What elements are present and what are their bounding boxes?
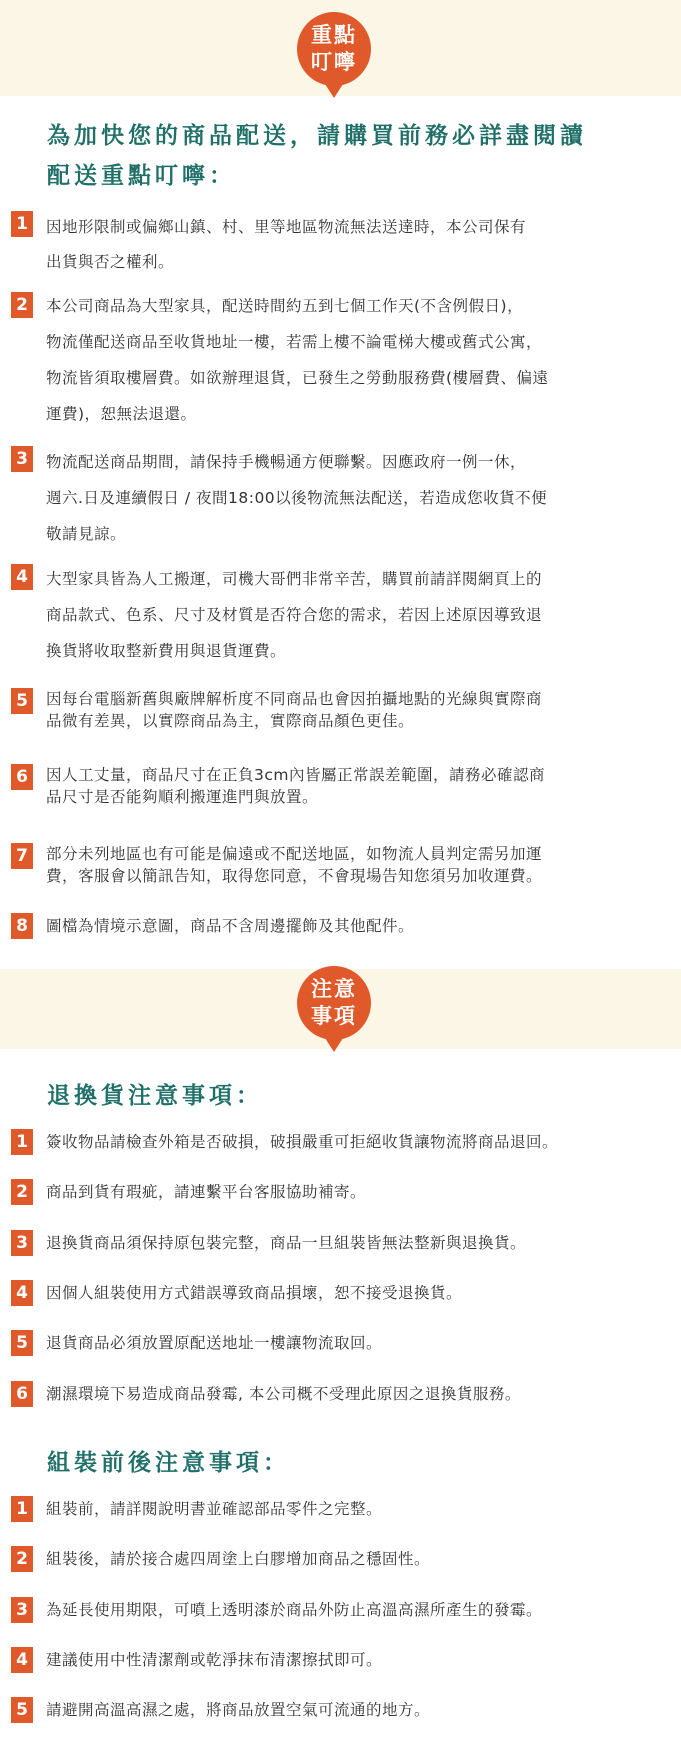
item-number: 5 xyxy=(11,1330,33,1356)
item-number: 2 xyxy=(11,1546,33,1572)
item-text: 圖檔為情境示意圖，商品不含周邊擺飾及其他配件。 xyxy=(46,917,415,935)
item-number: 4 xyxy=(11,1280,33,1306)
item-number: 6 xyxy=(11,1381,33,1407)
item-text: 退換貨商品須保持原包裝完整，商品一旦組裝皆無法整新與退換貨。 xyxy=(46,1234,527,1252)
returns-heading: 退換貨注意事項： xyxy=(47,1083,263,1109)
item-number: 1 xyxy=(11,1129,33,1155)
item-number: 2 xyxy=(11,292,33,318)
item-number: 8 xyxy=(11,913,33,939)
item-number: 3 xyxy=(11,446,33,472)
item-number: 5 xyxy=(11,688,33,714)
item-number: 6 xyxy=(11,764,33,790)
item-text: 潮濕環境下易造成商品發霉, 本公司概不受理此原因之退換貨服務。 xyxy=(46,1385,521,1403)
item-text: 商品到貨有瑕疵，請連繫平台客服協助補寄。 xyxy=(46,1183,367,1201)
item-text: 部分未列地區也有可能是偏遠或不配送地區，如物流人員判定需另加運 費，客服會以簡訊告知，取得您同意，不會現場告知您須另加收運費。 xyxy=(46,845,543,885)
item-text: 因個人組裝使用方式錯誤導致商品損壞，恕不接受退換貨。 xyxy=(46,1284,463,1302)
item-text: 大型家具皆為人工搬運，司機大哥們非常辛苦，購買前請詳閱網頁上的 商品款式、色系、尺寸及材質是否符合您的需求，若因上述原因導致退 換貨將收取整新費用與退貨運費。 xyxy=(46,570,543,660)
item-text: 建議使用中性清潔劑或乾淨抹布清潔擦拭即可。 xyxy=(46,1651,383,1669)
item-number: 1 xyxy=(11,211,33,237)
assembly-heading: 組裝前後注意事項： xyxy=(47,1450,290,1476)
item-text: 退貨商品必須放置原配送地址一樓讓物流取回。 xyxy=(46,1334,383,1352)
item-number: 4 xyxy=(11,564,33,590)
item-number: 3 xyxy=(11,1597,33,1623)
notes-badge xyxy=(297,966,371,1040)
delivery-heading-line-1: 為加快您的商品配送，請購買前務必詳盡閱讀 xyxy=(47,123,587,149)
item-number: 3 xyxy=(11,1230,33,1256)
item-number: 4 xyxy=(11,1647,33,1673)
item-number: 2 xyxy=(11,1179,33,1205)
item-text: 請避開高溫高濕之處，將商品放置空氣可流通的地方。 xyxy=(46,1701,431,1719)
item-text: 本公司商品為大型家具，配送時間約五到七個工作天(不含例假日)， 物流僅配送商品至收貨地址一樓，若需上樓不論電梯大樓或舊式公寓， 物流皆須取樓層費。如欲辦理退貨，已發生之勞動服務費(樓層費、偏遠 運費)，恕無法退還。 xyxy=(46,297,549,423)
item-number: 5 xyxy=(11,1697,33,1723)
item-number: 1 xyxy=(11,1496,33,1522)
item-number: 7 xyxy=(11,843,33,869)
badge-line-2: 叮嚀 xyxy=(311,50,357,74)
item-text: 因地形限制或偏鄉山鎮、村、里等地區物流無法送達時，本公司保有 出貨與否之權利。 xyxy=(46,218,527,271)
badge-line-2: 事項 xyxy=(311,1004,357,1028)
item-text: 組裝後，請於接合處四周塗上白膠增加商品之穩固性。 xyxy=(46,1550,431,1568)
item-text: 簽收物品請檢查外箱是否破損，破損嚴重可拒絕收貨讓物流將商品退回。 xyxy=(46,1133,559,1151)
delivery-badge xyxy=(297,12,371,86)
item-text: 因人工丈量，商品尺寸在正負3cm內皆屬正常誤差範圍，請務必確認商 品尺寸是否能夠順利搬運進門與放置。 xyxy=(46,766,545,806)
item-text: 為延長使用期限，可噴上透明漆於商品外防止高溫高濕所產生的發霉。 xyxy=(46,1601,543,1619)
item-text: 物流配送商品期間，請保持手機暢通方便聯繫。因應政府一例一休， 週六.日及連續假日 / 夜間18:00以後物流無法配送，若造成您收貨不便 敬請見諒。 xyxy=(46,453,548,543)
delivery-heading-line-2: 配送重點叮嚀： xyxy=(47,163,236,189)
badge-line-1: 注意 xyxy=(311,977,357,1001)
item-text: 因每台電腦新舊與廠牌解析度不同商品也會因拍攝地點的光線與實際商 品微有差異，以實際商品為主，實際商品顏色更佳。 xyxy=(46,690,543,730)
item-text: 組裝前，請詳閱說明書並確認部品零件之完整。 xyxy=(46,1500,383,1518)
badge-line-1: 重點 xyxy=(311,23,357,47)
